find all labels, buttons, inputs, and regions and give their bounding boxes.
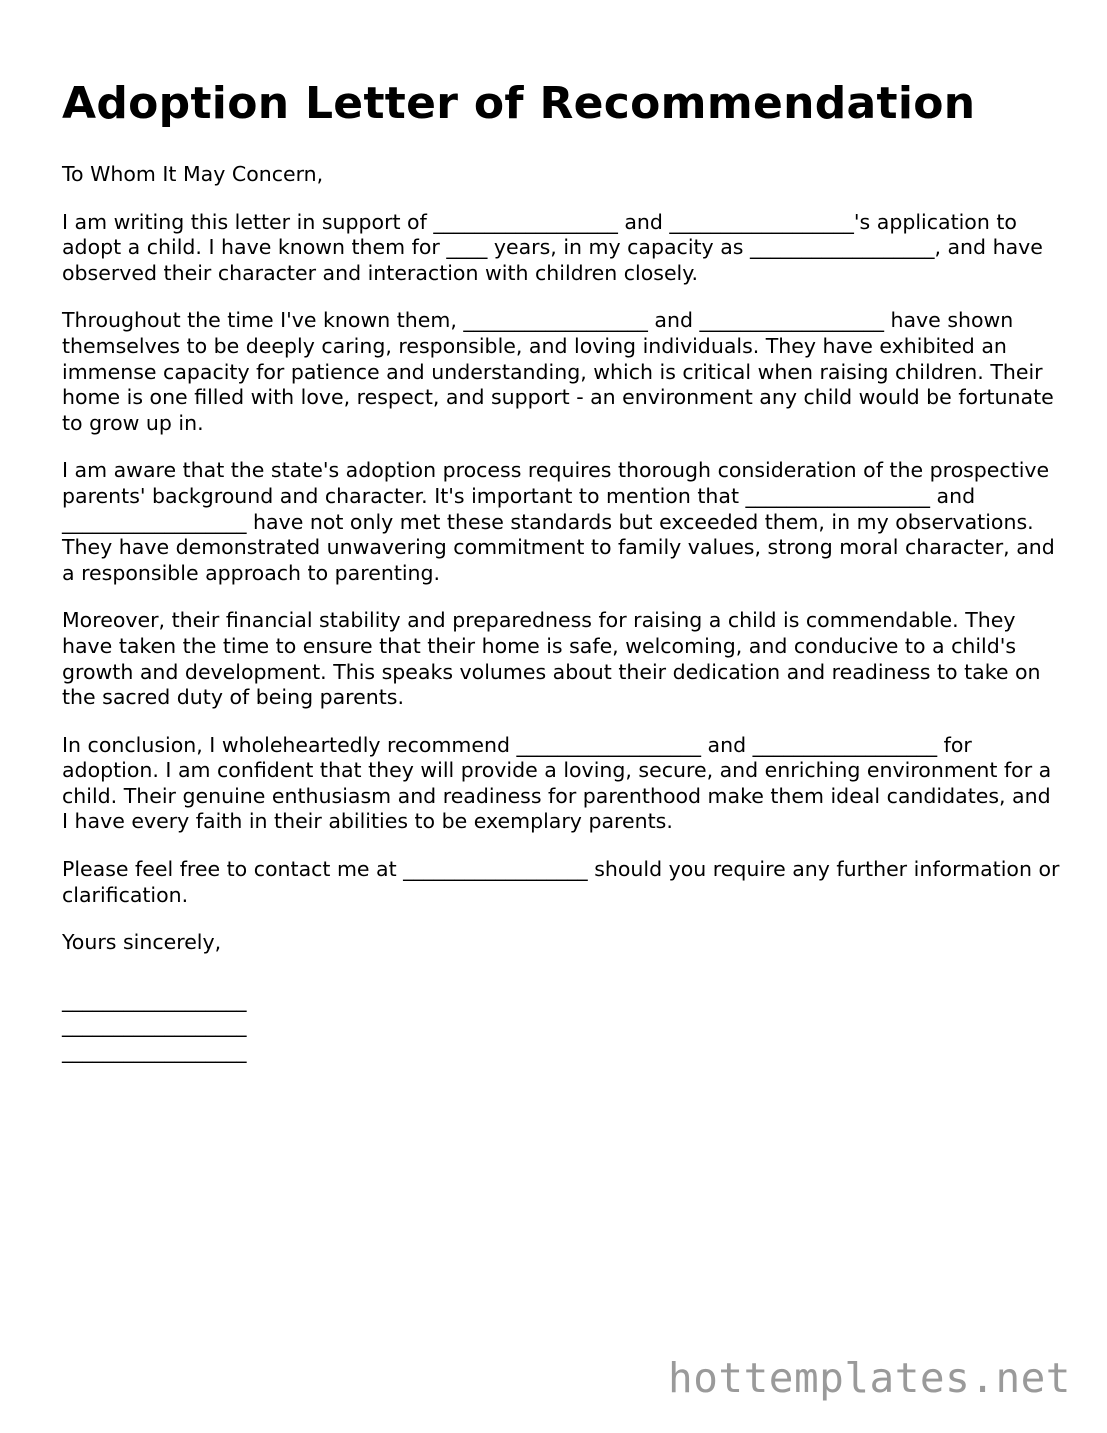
- salutation: To Whom It May Concern,: [62, 162, 324, 186]
- closing: Yours sincerely,: [62, 930, 222, 955]
- paragraph-character: Throughout the time I've known them, __________________ and __________________ have shown themselves to be deeply caring, responsible, and loving individuals. They have exhibited an immense capacity for patience and understanding, which is critical when raising children. Their home is one filled with love, respect, and support - an environment any child would be fortunate to grow up in.: [62, 308, 1054, 435]
- paragraph-stability: Moreover, their financial stability and preparedness for raising a child is commendable. They have taken the time to ensure that their home is safe, welcoming, and conducive to a child's growth and development. This speaks volumes about their dedication and readiness to take on the sacred duty of being parents.: [62, 608, 1041, 710]
- signature-block: [62, 988, 1062, 1065]
- paragraph-support: I am writing this letter in support of __________________ and __________________'s application to adopt a child. I have known them for ____ years, in my capacity as __________________, and have observed their character and interaction with children closely.: [62, 209, 1043, 285]
- paragraph-contact: Please feel free to contact me at __________________ should you require any further information or clarification.: [62, 857, 1060, 907]
- paragraph-standards: I am aware that the state's adoption process requires thorough consideration of the prospective parents' background and character. It's important to mention that __________________ and __________________ have not only met these standards but exceeded them, in my observations. They have demonstrated unwavering commitment to family values, strong moral character, and a responsible approach to parenting.: [62, 458, 1055, 585]
- letter-page: [62, 78, 1062, 1065]
- signature-line-2: __________________: [62, 1013, 247, 1038]
- signature-line-3: __________________: [62, 1039, 247, 1064]
- paragraph-conclusion: In conclusion, I wholeheartedly recommend __________________ and __________________ for adoption. I am confident that they will provide a loving, secure, and enriching environment for a child. Their genuine enthusiasm and readiness for parenthood make them ideal candidates, and I have every faith in their abilities to be exemplary parents.: [62, 732, 1052, 834]
- watermark-text: hottemplates.net: [668, 1354, 1071, 1402]
- letter-title: Adoption Letter of Recommendation: [62, 78, 976, 129]
- signature-line-1: __________________: [62, 987, 247, 1012]
